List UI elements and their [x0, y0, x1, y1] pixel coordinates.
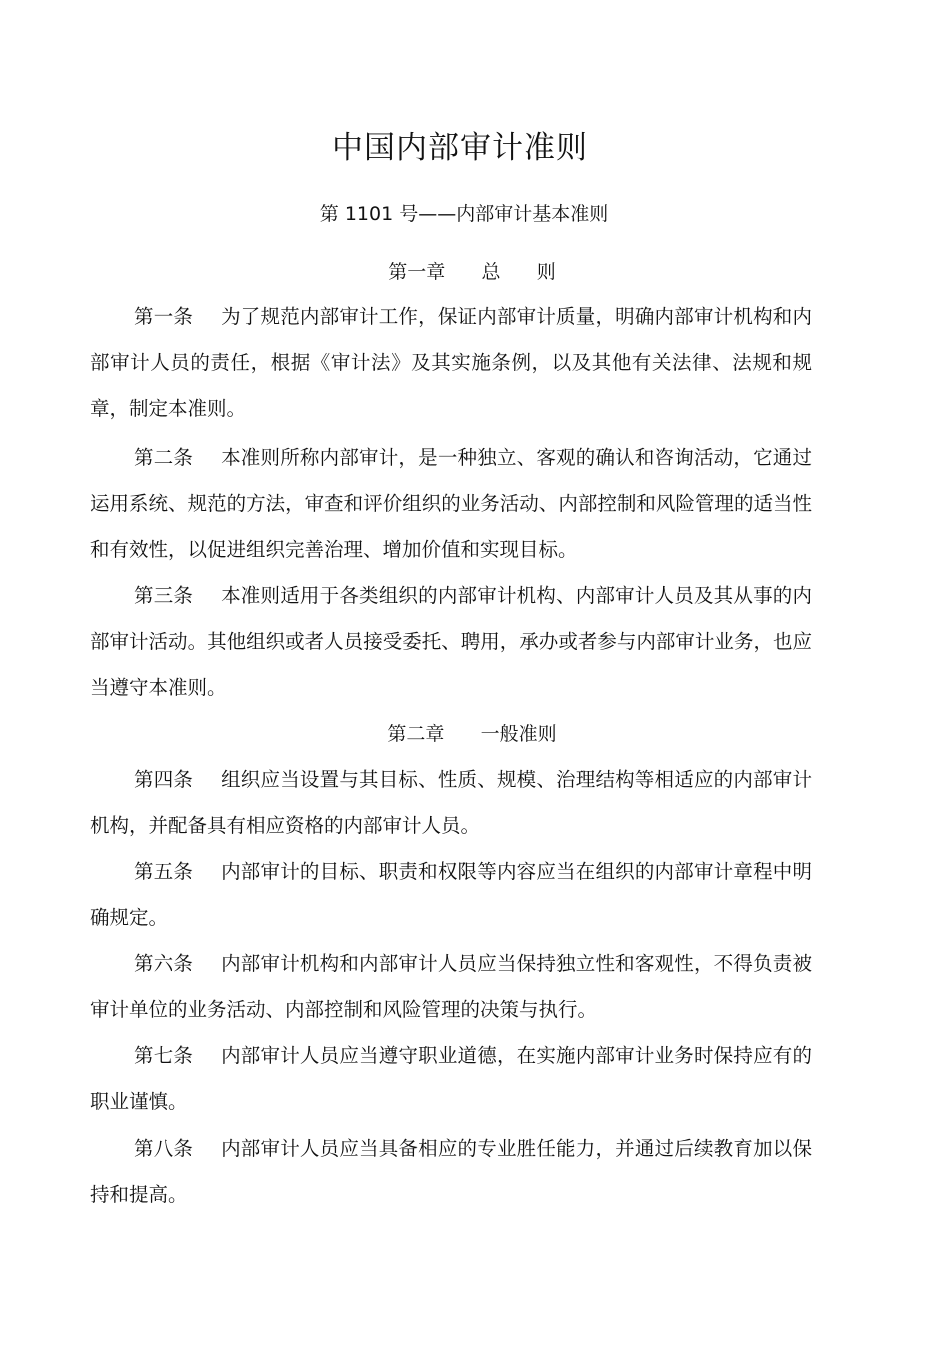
- article-number: 第五条: [134, 860, 194, 883]
- article-number: 第四条: [134, 768, 194, 791]
- article-number: 第二条: [134, 446, 194, 469]
- document-title: 中国内部审计准则: [332, 130, 588, 166]
- document-subtitle: 第 1101 号——内部审计基本准则: [319, 203, 609, 225]
- article-number: 第七条: [134, 1044, 194, 1067]
- article-text: 为了规范内部审计工作，保证内部审计质量，明确内部审计机构和内部审计人员的责任，根据《审计法》及其实施条例，以及其他有关法律、法规和规章，制定本准则。: [90, 305, 812, 420]
- article-paragraph: [90, 435, 812, 573]
- chapter-heading: 第二章 一般准则: [387, 723, 557, 745]
- article-paragraph: [90, 941, 812, 1033]
- article-paragraph: [90, 757, 812, 849]
- article-number: 第八条: [134, 1137, 194, 1160]
- article-text: 内部审计的目标、职责和权限等内容应当在组织的内部审计章程中明确规定。: [90, 860, 812, 929]
- chapter-heading: 第一章 总 则: [388, 261, 556, 283]
- article-text: 本准则所称内部审计，是一种独立、客观的确认和咨询活动，它通过运用系统、规范的方法，审查和评价组织的业务活动、内部控制和风险管理的适当性和有效性，以促进组织完善治理、增加价值和实现目标。: [90, 446, 812, 561]
- article-paragraph: [90, 294, 812, 432]
- article-text: 内部审计人员应当遵守职业道德，在实施内部审计业务时保持应有的职业谨慎。: [90, 1044, 812, 1113]
- article-text: 组织应当设置与其目标、性质、规模、治理结构等相适应的内部审计机构，并配备具有相应资格的内部审计人员。: [90, 768, 812, 837]
- article-paragraph: [90, 573, 812, 711]
- article-text: 内部审计机构和内部审计人员应当保持独立性和客观性，不得负责被审计单位的业务活动、内部控制和风险管理的决策与执行。: [90, 952, 812, 1021]
- article-paragraph: [90, 1033, 812, 1125]
- article-number: 第三条: [134, 584, 194, 607]
- article-number: 第一条: [134, 305, 194, 328]
- article-number: 第六条: [134, 952, 194, 975]
- article-paragraph: [90, 849, 812, 941]
- article-paragraph: [90, 1126, 812, 1218]
- article-text: 内部审计人员应当具备相应的专业胜任能力，并通过后续教育加以保持和提高。: [90, 1137, 812, 1206]
- article-text: 本准则适用于各类组织的内部审计机构、内部审计人员及其从事的内部审计活动。其他组织或者人员接受委托、聘用，承办或者参与内部审计业务，也应当遵守本准则。: [90, 584, 812, 699]
